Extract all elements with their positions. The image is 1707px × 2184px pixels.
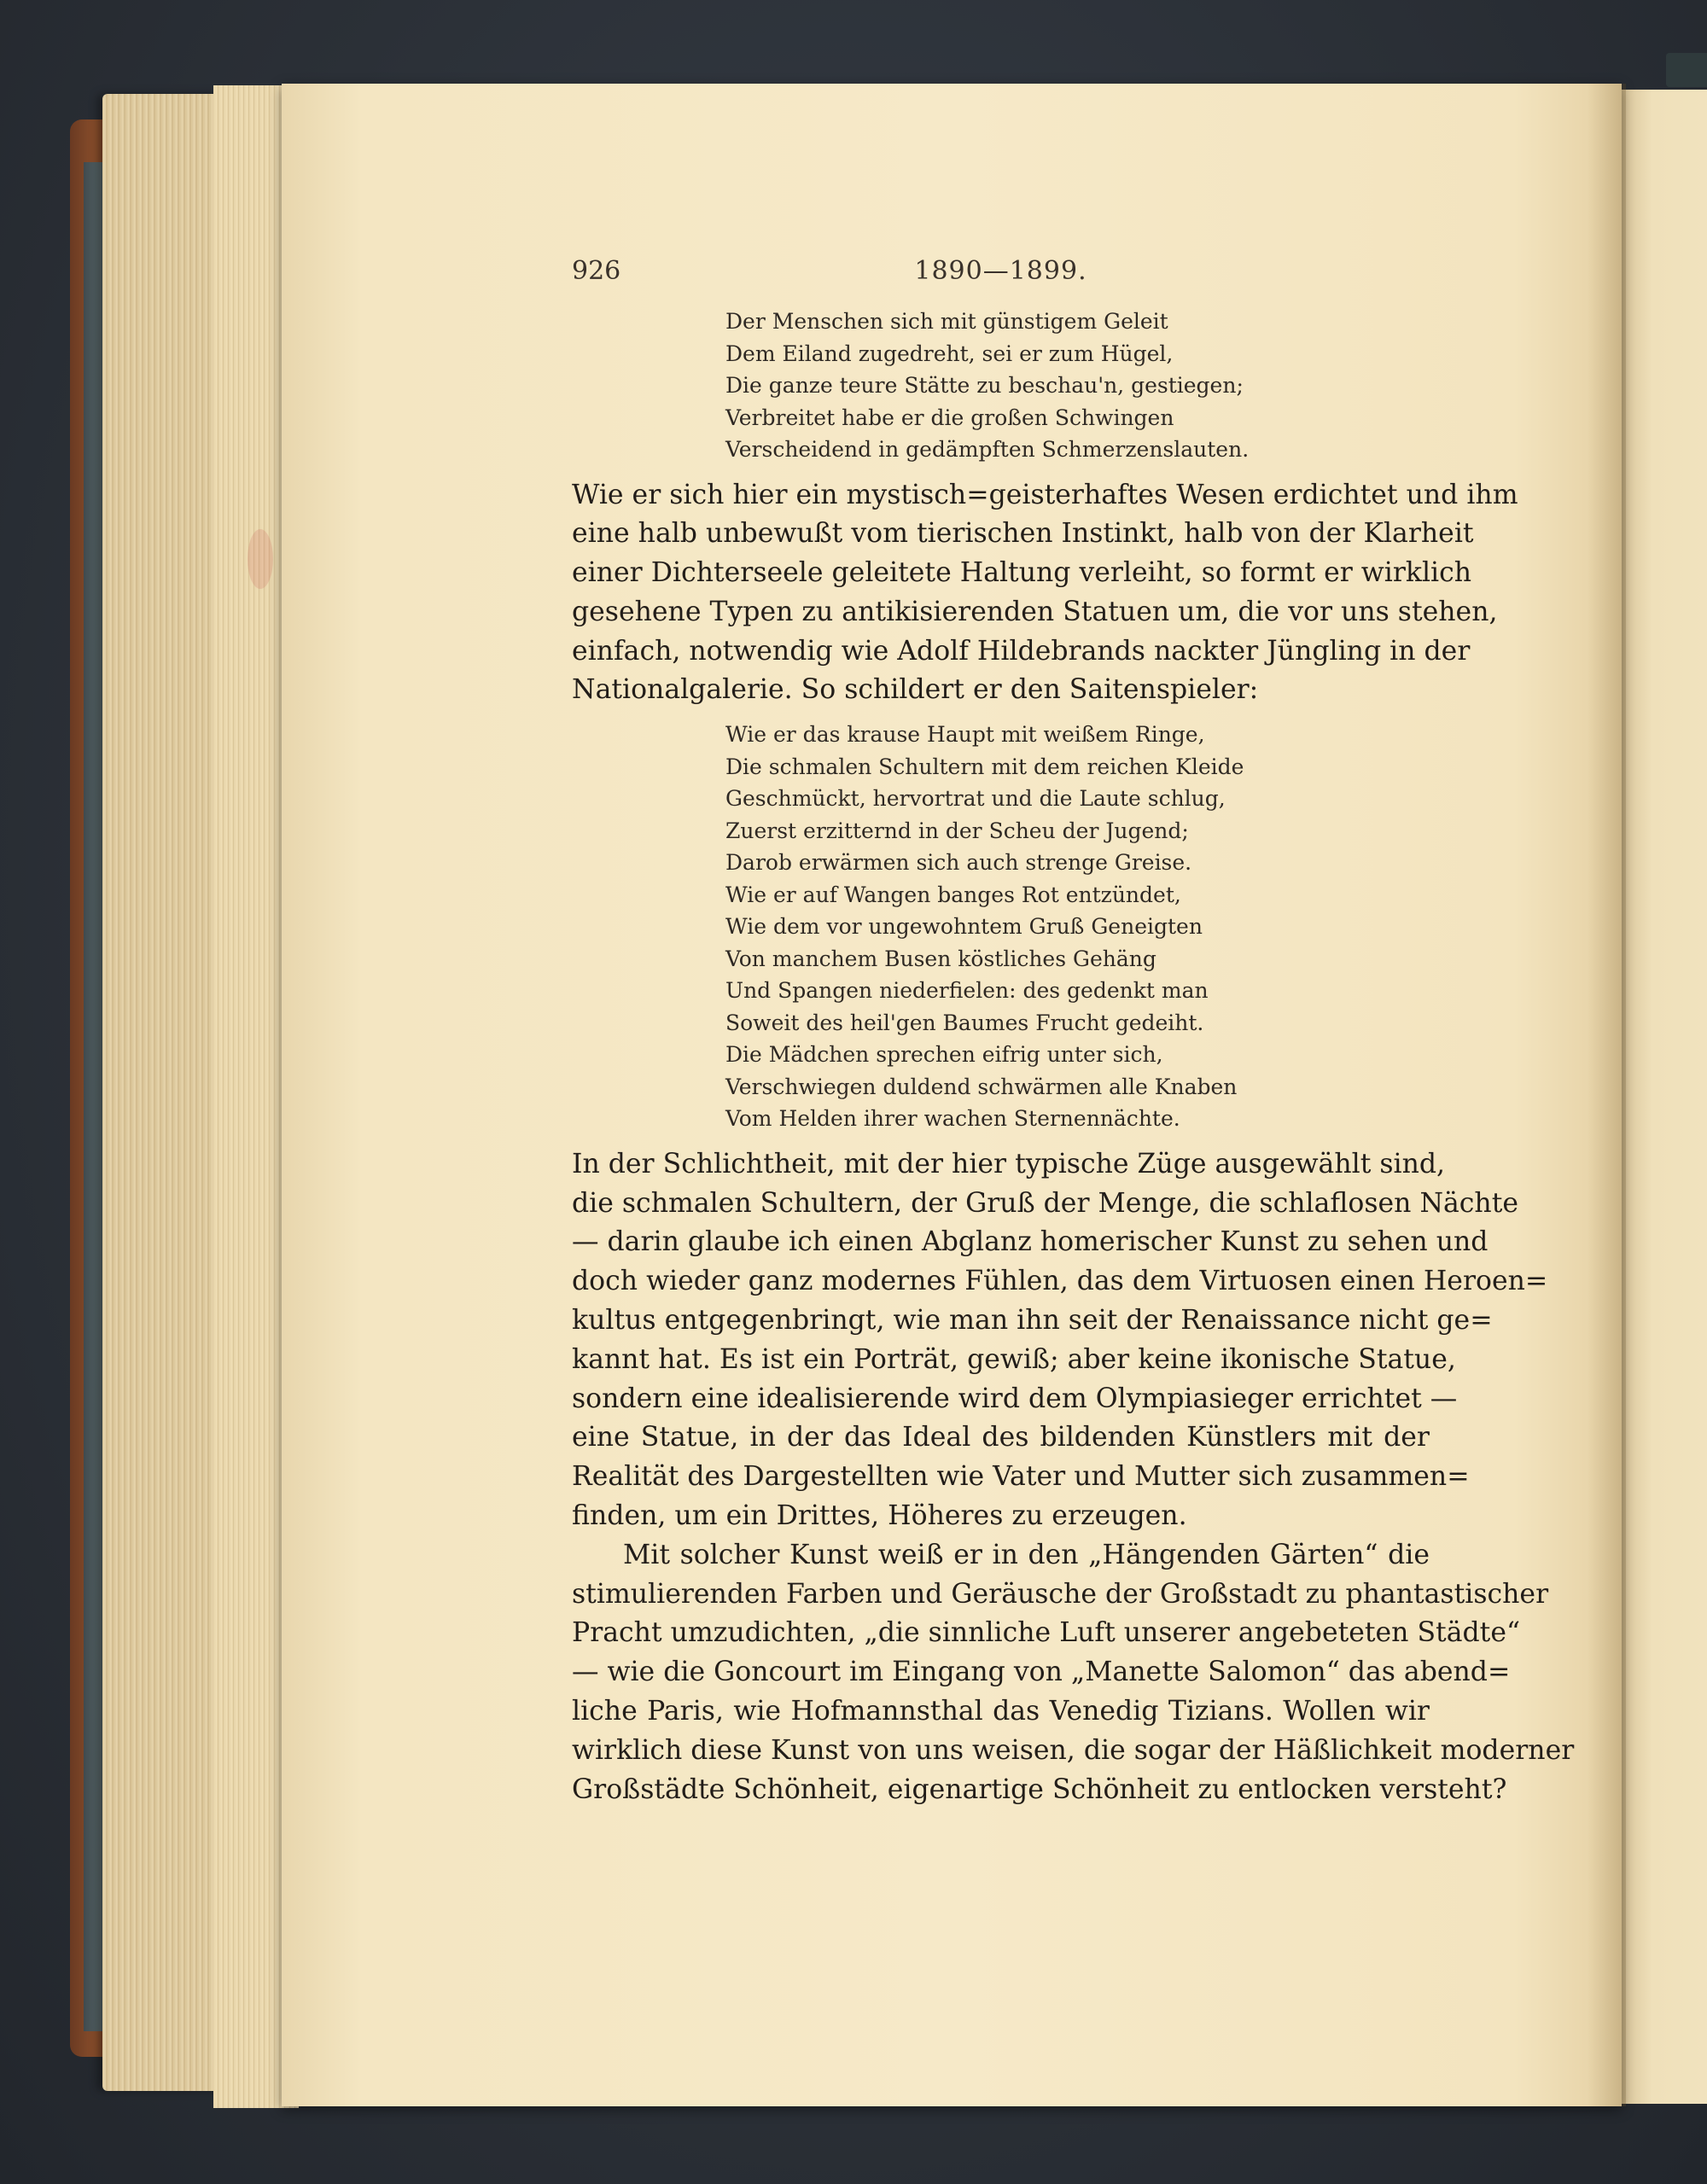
text-line: Realität des Dargestellten wie Vater und Mutter sich zusammen= [572, 1461, 1470, 1493]
verse-line: Zuerst erzitternd in der Scheu der Jugend; [725, 818, 1189, 843]
text-line: kultus entgegenbringt, wie man ihn seit der Renaissance nicht ge= [572, 1304, 1493, 1336]
text-line: eine Statue, in der das Ideal des bildenden Künstlers mit der [572, 1422, 1430, 1453]
text-line: wirklich diese Kunst von uns weisen, die sogar der Häßlichkeit moderner [572, 1734, 1575, 1766]
verse-line: Wie er auf Wangen banges Rot entzündet, [725, 882, 1181, 907]
running-title: 1890—1899. [914, 256, 1087, 286]
verse-line: Geschmückt, hervortrat und die Laute schlug, [725, 786, 1226, 812]
text-line: einer Dichterseele geleitete Haltung verleiht, so formt er wirklich [572, 557, 1472, 589]
book-cover-right-corner [1666, 53, 1707, 87]
text-line: doch wieder ganz modernes Fühlen, das dem Virtuosen einen Heroen= [572, 1266, 1548, 1297]
text-line: Großstädte Schönheit, eigenartige Schönheit zu entlocken versteht? [572, 1773, 1507, 1805]
verse-line: Dem Eiland zugedreht, sei er zum Hügel, [725, 341, 1174, 366]
text-line: sondern eine idealisierende wird dem Olympiasieger errichtet — [572, 1383, 1458, 1414]
verse-line: Die schmalen Schultern mit dem reichen Kleide [725, 754, 1244, 779]
text-line: finden, um ein Drittes, Höheres zu erzeugen. [572, 1500, 1187, 1531]
text-line: Nationalgalerie. So schildert er den Saitenspieler: [572, 674, 1259, 706]
verse-line: Wie dem vor ungewohntem Gruß Geneigten [725, 914, 1203, 940]
facing-page [1615, 90, 1707, 2104]
verse-line: Verschwiegen duldend schwärmen alle Knaben [725, 1074, 1238, 1099]
verse-block-2 [572, 719, 1430, 1135]
verse-line: Darob erwärmen sich auch strenge Greise. [725, 850, 1192, 876]
page-stain [248, 529, 273, 589]
verse-line: Von manchem Busen köstliches Gehäng [725, 946, 1156, 971]
text-line: einfach, notwendig wie Adolf Hildebrands nackter Jüngling in der [572, 635, 1471, 667]
text-line: die schmalen Schultern, der Gruß der Menge, die schlaflosen Nächte [572, 1187, 1519, 1219]
text-line: In der Schlichtheit, mit der hier typische Züge ausgewählt sind, [572, 1148, 1446, 1179]
page-header [572, 256, 1430, 307]
verse-line: Der Menschen sich mit günstigem Geleit [725, 309, 1168, 334]
page-number: 926 [572, 256, 621, 286]
verse-line: Vom Helden ihrer wachen Sternennächte. [725, 1106, 1180, 1132]
page-content [572, 256, 1575, 1809]
paragraph-2 [572, 1145, 1548, 1536]
paragraph-1 [572, 476, 1518, 711]
verse-line: Verscheidend in gedämpften Schmerzenslauten. [725, 437, 1250, 462]
text-line: stimulierenden Farben und Geräusche der Großstadt zu phantastischer [572, 1578, 1549, 1610]
verse-line: Wie er das krause Haupt mit weißem Ringe, [725, 722, 1205, 748]
text-line: Wie er sich hier ein mystisch=geisterhaftes Wesen erdichtet und ihm [572, 479, 1518, 510]
text-line: — darin glaube ich einen Abglanz homerischer Kunst zu sehen und [572, 1226, 1489, 1258]
verse-line: Die Mädchen sprechen eifrig unter sich, [725, 1042, 1163, 1068]
text-line: Mit solcher Kunst weiß er in den „Hängenden Gärten“ die [623, 1539, 1430, 1570]
verse-block-1 [572, 306, 1430, 466]
paragraph-3 [572, 1536, 1575, 1810]
verse-line: Verbreitet habe er die großen Schwingen [725, 405, 1174, 430]
text-line: eine halb unbewußt vom tierischen Instinkt, halb von der Klarheit [572, 518, 1474, 550]
gutter-shadow [1588, 84, 1626, 2106]
verse-line: Soweit des heil'gen Baumes Frucht gedeiht. [725, 1010, 1204, 1035]
text-line: kannt hat. Es ist ein Porträt, gewiß; aber keine ikonische Statue, [572, 1343, 1456, 1375]
text-line: liche Paris, wie Hofmannsthal das Venedig Tizians. Wollen wir [572, 1695, 1430, 1727]
verse-line: Und Spangen niederfielen: des gedenkt man [725, 978, 1209, 1004]
text-line: gesehene Typen zu antikisierenden Statuen um, die vor uns stehen, [572, 596, 1498, 627]
verse-line: Die ganze teure Stätte zu beschau'n, gestiegen; [725, 373, 1244, 398]
text-line: Pracht umzudichten, „die sinnliche Luft unserer angebeteten Städte“ [572, 1617, 1521, 1649]
text-line: — wie die Goncourt im Eingang von „Manette Salomon“ das abend= [572, 1657, 1511, 1688]
